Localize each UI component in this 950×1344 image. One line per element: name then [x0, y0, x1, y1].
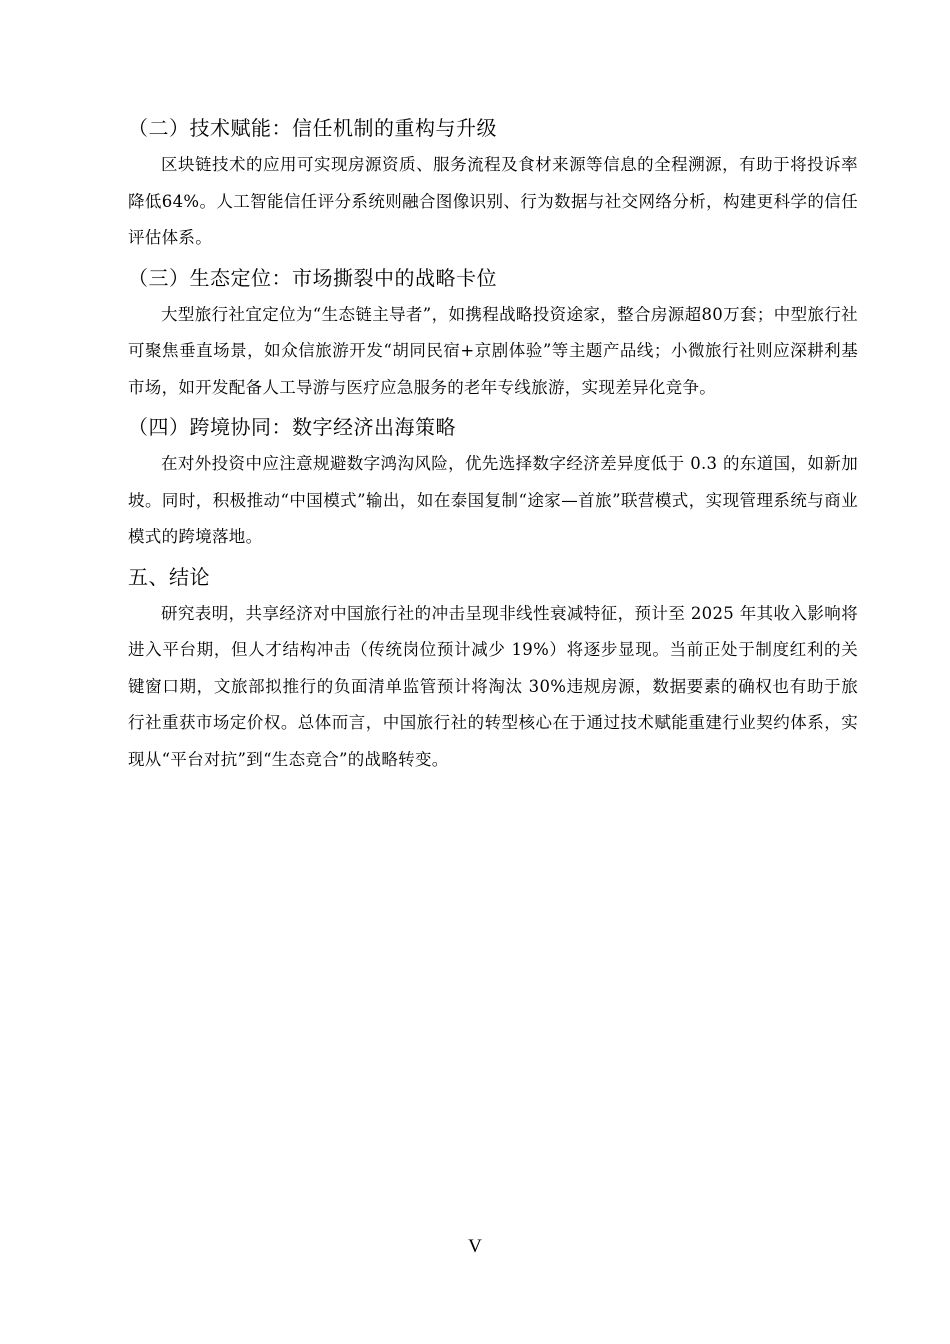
section-ecosystem-positioning — [128, 263, 858, 407]
conclusion-heading: 五、结论 — [128, 564, 210, 589]
section-conclusion — [128, 562, 858, 779]
section-paragraph: 在对外投资中应注意规避数字鸿沟风险，优先选择数字经济差异度低于 0.3 的东道国，如新加坡。同时，积极推动“中国模式”输出，如在泰国复制“途家—首旅”联营模式，实现管理系统与商业模式的跨境落地。 — [128, 454, 858, 546]
page-number: V — [468, 1236, 482, 1257]
section-heading: （三）生态定位：市场撕裂中的战略卡位 — [128, 265, 497, 290]
section-tech-empowerment — [128, 113, 858, 257]
conclusion-paragraph: 研究表明，共享经济对中国旅行社的冲击呈现非线性衰减特征，预计至 2025 年其收入影响将进入平台期，但人才结构冲击（传统岗位预计减少 19%）将逐步显现。当前正处于制度红利的关键窗口期，文旅部拟推行的负面清单监管预计将淘汰 30%违规房源，数据要素的确权也有助于旅行社重获市场定价权。总体而言，中国旅行社的转型核心在于通过技术赋能重建行业契约体系，实现从“平台对抗”到“生态竞合”的战略转变。 — [128, 603, 858, 769]
section-paragraph: 大型旅行社宜定位为“生态链主导者”，如携程战略投资途家，整合房源超80万套；中型旅行社可聚焦垂直场景，如众信旅游开发“胡同民宿+京剧体验”等主题产品线；小微旅行社则应深耕利基市场，如开发配备人工导游与医疗应急服务的老年专线旅游，实现差异化竞争。 — [128, 304, 858, 397]
section-cross-border — [128, 412, 858, 556]
section-paragraph: 区块链技术的应用可实现房源资质、服务流程及食材来源等信息的全程溯源，有助于将投诉率降低64%。人工智能信任评分系统则融合图像识别、行为数据与社交网络分析，构建更科学的信任评估体系。 — [128, 155, 858, 247]
page-content — [128, 113, 858, 784]
section-heading: （四）跨境协同：数字经济出海策略 — [128, 415, 456, 439]
section-heading: （二）技术赋能：信任机制的重构与升级 — [128, 116, 497, 140]
